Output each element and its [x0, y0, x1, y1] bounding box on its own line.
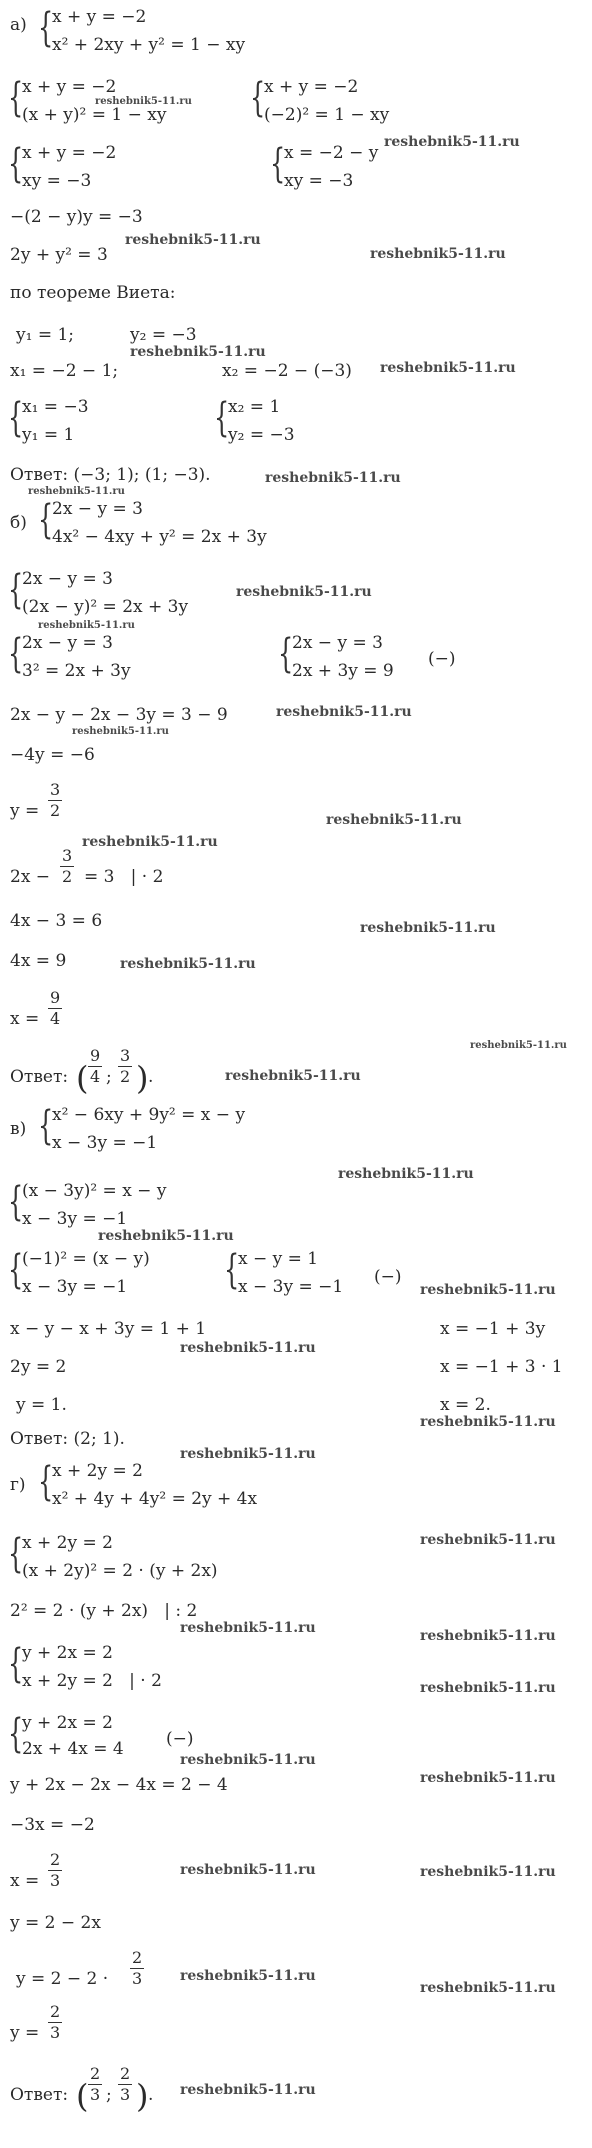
watermark: reshebnik5-11.ru — [120, 956, 256, 972]
system-brace: { — [38, 497, 54, 543]
equation: x + y = −2 — [22, 143, 117, 163]
equation: y₁ = 1 — [22, 425, 75, 445]
equation: y + 2x = 2 — [22, 1713, 113, 1733]
equation: 2x − y = 3 — [52, 499, 143, 519]
watermark: reshebnik5-11.ru — [130, 344, 266, 360]
equation: 2y = 2 — [10, 1357, 67, 1377]
system-brace: { — [270, 141, 286, 187]
paren-left: ( — [76, 1059, 89, 1097]
watermark: reshebnik5-11.ru — [265, 470, 401, 486]
equation: x − 3y = −1 — [52, 1133, 158, 1153]
separator: ; — [106, 2085, 112, 2105]
period: . — [148, 2085, 154, 2105]
equation: −(2 − y)y = −3 — [10, 207, 143, 227]
equation: y = 1. — [16, 1395, 67, 1415]
answer-v: Ответ: (2; 1). — [10, 1429, 125, 1449]
numerator: 2 — [120, 2064, 131, 2083]
separator: ; — [106, 1067, 112, 1087]
part-b-label: б) — [10, 513, 27, 533]
equation: −3x = −2 — [10, 1815, 95, 1835]
watermark: reshebnik5-11.ru — [180, 1446, 316, 1462]
denominator: 2 — [120, 1067, 131, 1086]
equation: (x + y)² = 1 − xy — [22, 105, 167, 125]
equation: (x − 3y)² = x − y — [22, 1181, 167, 1201]
equation: 4x = 9 — [10, 951, 67, 971]
watermark: reshebnik5-11.ru — [180, 1968, 316, 1984]
denominator: 3 — [50, 1871, 61, 1890]
equation: 2y + y² = 3 — [10, 245, 108, 265]
watermark: reshebnik5-11.ru — [420, 1680, 556, 1696]
fraction — [48, 780, 62, 821]
fraction — [60, 846, 74, 887]
system-brace: { — [8, 395, 24, 441]
numerator: 3 — [120, 1046, 131, 1065]
equation: x − 3y = −1 — [238, 1277, 344, 1297]
denominator: 3 — [120, 2085, 131, 2104]
denominator: 3 — [132, 1969, 143, 1988]
paren-right: ) — [136, 1059, 149, 1097]
watermark: reshebnik5-11.ru — [420, 1282, 556, 1298]
numerator: 9 — [50, 988, 61, 1007]
equation: xy = −3 — [22, 171, 92, 191]
system-brace: { — [8, 1179, 24, 1225]
watermark: reshebnik5-11.ru — [38, 620, 135, 631]
watermark: reshebnik5-11.ru — [420, 1414, 556, 1430]
equation: x₂ = 1 — [228, 397, 281, 417]
fraction — [48, 1850, 62, 1891]
watermark: reshebnik5-11.ru — [125, 232, 261, 248]
watermark: reshebnik5-11.ru — [82, 834, 218, 850]
system-brace: { — [8, 75, 24, 121]
equation: x₁ = −2 − 1; — [10, 361, 119, 381]
equation: x₁ = −3 — [22, 397, 89, 417]
numerator: 2 — [132, 1948, 143, 1967]
denominator: 2 — [50, 801, 61, 820]
equation: x − y = 1 — [238, 1249, 319, 1269]
numerator: 3 — [62, 846, 73, 865]
paren-right: ) — [136, 2077, 149, 2115]
numerator: 2 — [50, 2002, 61, 2021]
equation: x₂ = −2 − (−3) — [222, 361, 352, 381]
system-brace: { — [8, 1247, 24, 1293]
watermark: reshebnik5-11.ru — [420, 1628, 556, 1644]
watermark: reshebnik5-11.ru — [420, 1532, 556, 1548]
equation: x + 2y = 2 — [52, 1461, 143, 1481]
equation: x = — [10, 1871, 40, 1891]
equation: x + y = −2 — [52, 7, 147, 27]
fraction — [48, 2002, 62, 2043]
watermark: reshebnik5-11.ru — [180, 1620, 316, 1636]
numerator: 9 — [90, 1046, 101, 1065]
system-brace: { — [8, 1531, 24, 1577]
watermark: reshebnik5-11.ru — [326, 812, 462, 828]
numerator: 2 — [50, 1850, 61, 1869]
paren-left: ( — [76, 2077, 89, 2115]
watermark: reshebnik5-11.ru — [360, 920, 496, 936]
system-brace: { — [214, 395, 230, 441]
equation: y + 2x − 2x − 4x = 2 − 4 — [10, 1775, 228, 1795]
watermark: reshebnik5-11.ru — [225, 1068, 361, 1084]
system-brace: { — [8, 1641, 24, 1687]
denominator: 4 — [90, 1067, 101, 1086]
equation: 4x − 3 = 6 — [10, 911, 103, 931]
system-brace: { — [250, 75, 266, 121]
equation: x = −2 − y — [284, 143, 379, 163]
equation: 2x − y = 3 — [292, 633, 383, 653]
watermark: reshebnik5-11.ru — [384, 134, 520, 150]
system-brace: { — [8, 1711, 24, 1757]
equation: (2x − y)² = 2x + 3y — [22, 597, 189, 617]
equation: y + 2x = 2 — [22, 1643, 113, 1663]
watermark: reshebnik5-11.ru — [380, 360, 516, 376]
numerator: 2 — [90, 2064, 101, 2083]
system-brace: { — [8, 141, 24, 187]
system-brace: { — [8, 567, 24, 613]
equation: 2x − y − 2x − 3y = 3 − 9 — [10, 705, 228, 725]
equation: y = 2 − 2 · — [16, 1969, 109, 1989]
denominator: 2 — [62, 867, 73, 886]
equation: y = — [10, 2023, 40, 2043]
equation: x = 2. — [440, 1395, 491, 1415]
system-brace: { — [38, 5, 54, 51]
answer-b-label: Ответ: — [10, 1067, 69, 1087]
part-g-label: г) — [10, 1475, 26, 1495]
equation: x − 3y = −1 — [22, 1277, 128, 1297]
subtract-mark: (−) — [428, 649, 456, 669]
equation: x = — [10, 1009, 40, 1029]
system-brace: { — [278, 631, 294, 677]
equation: 2x + 4x = 4 — [22, 1739, 124, 1759]
fraction — [118, 2064, 132, 2105]
equation: 4x² − 4xy + y² = 2x + 3y — [52, 527, 267, 547]
watermark: reshebnik5-11.ru — [276, 704, 412, 720]
watermark: reshebnik5-11.ru — [420, 1770, 556, 1786]
equation: 3² = 2x + 3y — [22, 661, 131, 681]
equation: x + y = −2 — [22, 77, 117, 97]
equation: y₂ = −3 — [130, 325, 197, 345]
equation: (x + 2y)² = 2 · (y + 2x) — [22, 1561, 218, 1581]
equation: x² + 2xy + y² = 1 − xy — [52, 35, 246, 55]
equation: 2² = 2 · (y + 2x) | : 2 — [10, 1601, 198, 1621]
period: . — [148, 1067, 154, 1087]
equation: 2x + 3y = 9 — [292, 661, 394, 681]
system-brace: { — [8, 631, 24, 677]
watermark: reshebnik5-11.ru — [98, 1228, 234, 1244]
fraction — [48, 988, 62, 1029]
watermark: reshebnik5-11.ru — [338, 1166, 474, 1182]
fraction — [118, 1046, 132, 1087]
subtract-mark: (−) — [374, 1267, 402, 1287]
part-v-label: в) — [10, 1119, 27, 1139]
equation: x² + 4y + 4y² = 2y + 4x — [52, 1489, 258, 1509]
equation: y = — [10, 801, 40, 821]
equation: 2x − y = 3 — [22, 569, 113, 589]
subtract-mark: (−) — [166, 1729, 194, 1749]
equation: 2x − — [10, 867, 51, 887]
fraction — [88, 1046, 102, 1087]
answer-a: Ответ: (−3; 1); (1; −3). — [10, 465, 211, 485]
watermark: reshebnik5-11.ru — [180, 1340, 316, 1356]
equation: x − 3y = −1 — [22, 1209, 128, 1229]
watermark: reshebnik5-11.ru — [72, 726, 169, 737]
equation: x + 2y = 2 | · 2 — [22, 1671, 162, 1691]
equation: y₂ = −3 — [228, 425, 295, 445]
equation: (−2)² = 1 − xy — [264, 105, 390, 125]
numerator: 3 — [50, 780, 61, 799]
denominator: 4 — [50, 1009, 61, 1028]
denominator: 3 — [90, 2085, 101, 2104]
watermark: reshebnik5-11.ru — [370, 246, 506, 262]
system-brace: { — [38, 1459, 54, 1505]
equation: x + 2y = 2 — [22, 1533, 113, 1553]
watermark: reshebnik5-11.ru — [420, 1864, 556, 1880]
part-a-label: а) — [10, 15, 27, 35]
fraction — [88, 2064, 102, 2105]
answer-g-label: Ответ: — [10, 2085, 69, 2105]
denominator: 3 — [50, 2023, 61, 2042]
fraction — [130, 1948, 144, 1989]
watermark: reshebnik5-11.ru — [95, 96, 192, 107]
equation: −4y = −6 — [10, 745, 95, 765]
equation: x² − 6xy + 9y² = x − y — [52, 1105, 246, 1125]
equation: x = −1 + 3y — [440, 1319, 546, 1339]
watermark: reshebnik5-11.ru — [470, 1040, 567, 1051]
equation: x + y = −2 — [264, 77, 359, 97]
watermark: reshebnik5-11.ru — [236, 584, 372, 600]
system-brace: { — [224, 1247, 240, 1293]
equation: xy = −3 — [284, 171, 354, 191]
watermark: reshebnik5-11.ru — [180, 2082, 316, 2098]
equation: y₁ = 1; — [16, 325, 75, 345]
equation: x − y − x + 3y = 1 + 1 — [10, 1319, 207, 1339]
equation: = 3 | · 2 — [84, 867, 164, 887]
equation: 2x − y = 3 — [22, 633, 113, 653]
equation: x = −1 + 3 · 1 — [440, 1357, 563, 1377]
text-line: по теореме Виета: — [10, 283, 176, 303]
watermark: reshebnik5-11.ru — [28, 486, 125, 497]
system-brace: { — [38, 1103, 54, 1149]
watermark: reshebnik5-11.ru — [180, 1862, 316, 1878]
equation: y = 2 − 2x — [10, 1913, 101, 1933]
watermark: reshebnik5-11.ru — [420, 1980, 556, 1996]
watermark: reshebnik5-11.ru — [180, 1752, 316, 1768]
equation: (−1)² = (x − y) — [22, 1249, 150, 1269]
